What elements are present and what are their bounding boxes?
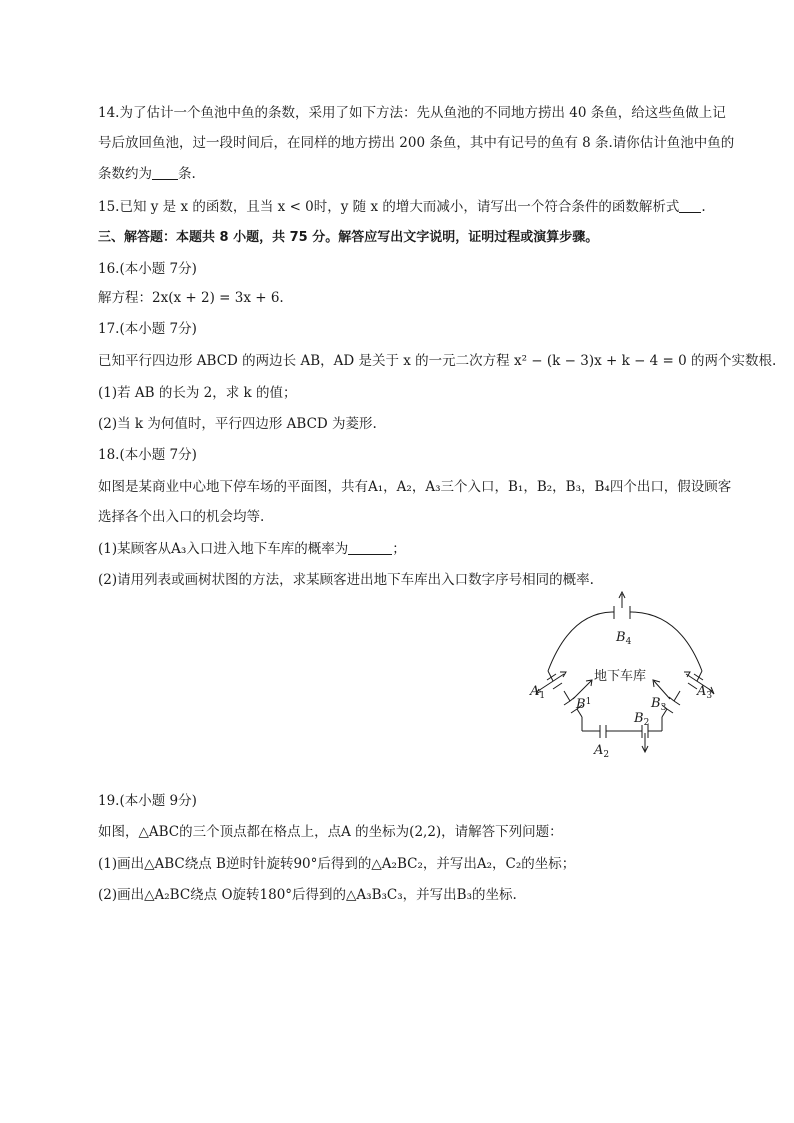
label-A1: $A_1$: [530, 684, 546, 701]
q19-header: 19.(本小题 9分): [98, 793, 197, 809]
q18-text: (1)某顾客从A₃入口进入地下车库的概率为: [98, 541, 349, 557]
q14-text: 条数约为: [98, 166, 152, 182]
q14-text-end: 条.: [178, 166, 196, 182]
q17-line-2: (1)若 AB 的长为 2，求 k 的值；: [98, 385, 297, 401]
q18-text-end: ；: [392, 541, 406, 557]
answer-blank: [679, 199, 701, 213]
label-B1: $B^1$: [576, 697, 592, 712]
parking-garage-figure: [520, 588, 730, 768]
q16-equation: 解方程：2x(x + 2) = 3x + 6.: [98, 290, 284, 306]
q18-line-1: 如图是某商业中心地下停车场的平面图，共有A₁，A₂，A₃三个入口，B₁，B₂，B₃，B₄四个出口，假设顾客: [98, 479, 732, 495]
section-heading: 三、解答题：本题共 8 小题，共 75 分。解答应写出文字说明，证明过程或演算步骤。: [98, 230, 599, 245]
q15-text-end: .: [701, 199, 706, 215]
q17-line-1: 已知平行四边形 ABCD 的两边长 AB，AD 是关于 x 的一元二次方程 x² − (k − 3)x + k − 4 = 0 的两个实数根.: [98, 353, 777, 369]
q14-line-3: [98, 165, 196, 183]
q18-line-3: [98, 540, 406, 558]
answer-blank: [152, 166, 178, 180]
label-A3: $A_3$: [697, 684, 713, 701]
label-B4: $B_4$: [616, 630, 632, 647]
q14-line-2: 号后放回鱼池，过一段时间后，在同样的地方捞出 200 条鱼，其中有记号的鱼有 8 条.请你估计鱼池中鱼的: [98, 135, 735, 151]
label-B2: $B_2$: [634, 711, 650, 728]
q19-line-3: (2)画出△A₂BC绕点 O旋转180°后得到的△A₃B₃C₃，并写出B₃的坐标.: [98, 887, 517, 903]
q18-header: 18.(本小题 7分): [98, 447, 197, 463]
q18-line-2: 选择各个出入口的机会均等.: [98, 509, 265, 525]
q15-line: [98, 198, 706, 216]
q19-line-1: 如图，△ABC的三个顶点都在格点上，点A 的坐标为(2,2)，请解答下列问题：: [98, 824, 563, 840]
q18-line-4: (2)请用列表或画树状图的方法，求某顾客进出地下车库出入口数字序号相同的概率.: [98, 572, 594, 588]
label-B3: $B_3$: [651, 696, 667, 713]
garage-label: 地下车库: [594, 669, 647, 684]
q14-line-1: 14.为了估计一个鱼池中鱼的条数，采用了如下方法：先从鱼池的不同地方捞出 40 条鱼，给这些鱼做上记: [98, 105, 726, 121]
label-A2: $A_2$: [594, 743, 610, 760]
q17-header: 17.(本小题 7分): [98, 321, 197, 337]
q17-line-3: (2)当 k 为何值时，平行四边形 ABCD 为菱形.: [98, 416, 377, 432]
q15-text: 15.已知 y 是 x 的函数，且当 x < 0时，y 随 x 的增大而减小，请写出一个符合条件的函数解析式: [98, 199, 680, 215]
q19-line-2: (1)画出△ABC绕点 B逆时针旋转90°后得到的△A₂BC₂，并写出A₂，C₂的坐标；: [98, 856, 576, 872]
answer-blank: [348, 541, 392, 555]
q16-header: 16.(本小题 7分): [98, 261, 197, 277]
